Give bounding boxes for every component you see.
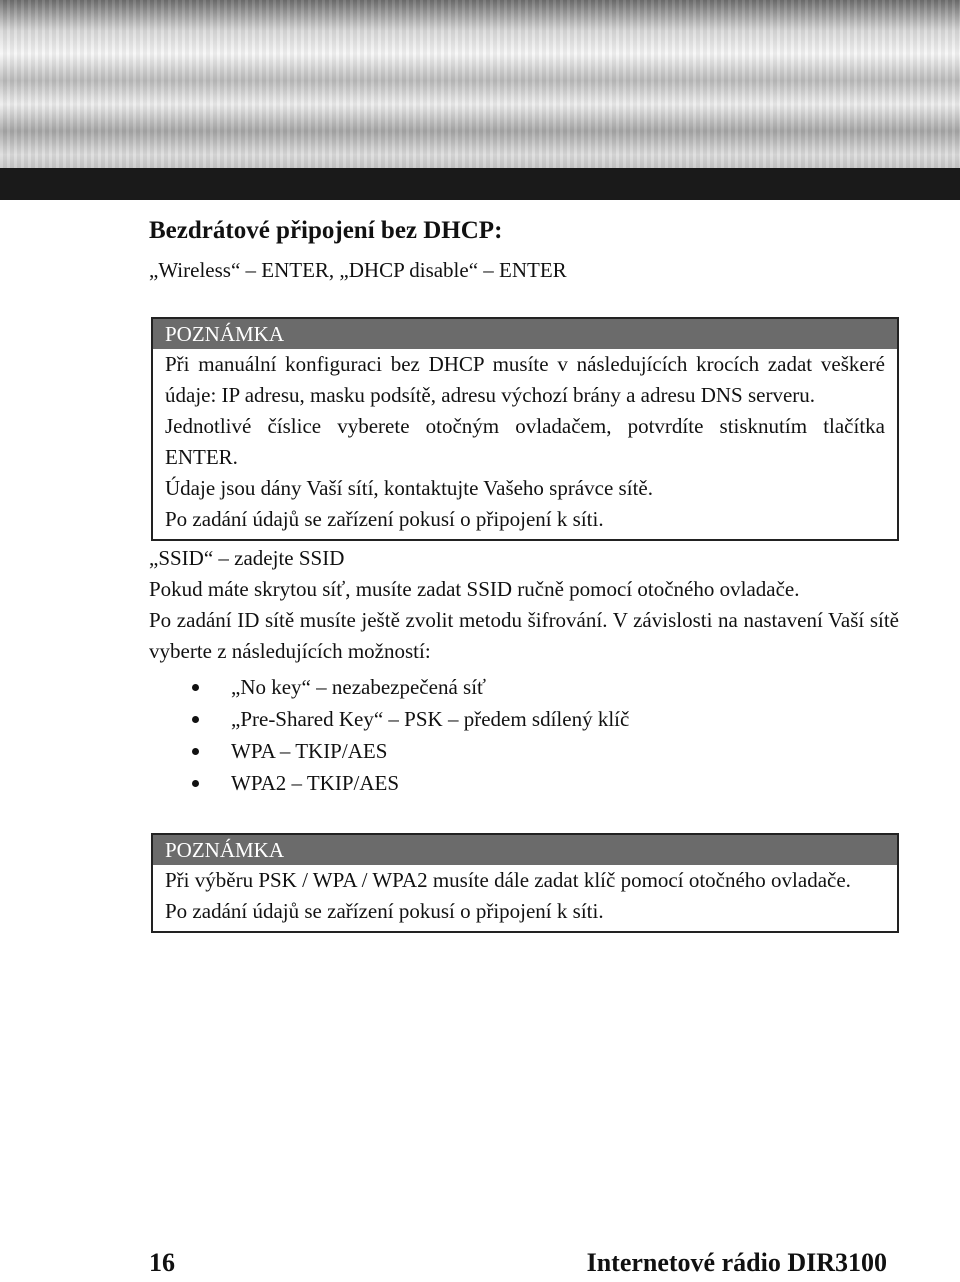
- header-bar: [0, 168, 960, 200]
- option-label: „Pre-Shared Key“ – PSK – předem sdílený klíč: [231, 707, 630, 731]
- ssid-instruction: „SSID“ – zadejte SSID: [149, 546, 345, 570]
- section-instruction: „Wireless“ – ENTER, „DHCP disable“ – ENTER: [149, 258, 567, 282]
- note-paragraph: Při manuální konfiguraci bez DHCP musíte v následujících krocích zadat veškeré údaje: IP adresu, masku podsítě, adresu výchozí brány a adresu DNS serveru.: [165, 352, 885, 407]
- product-name: Internetové rádio DIR3100: [586, 1248, 887, 1277]
- note-paragraph: Jednotlivé číslice vyberete otočným ovladačem, potvrdíte stisknutím tlačítka ENTER.: [165, 414, 885, 469]
- list-item: [149, 703, 899, 735]
- note-paragraph: Při výběru PSK / WPA / WPA2 musíte dále zadat klíč pomocí otočného ovladače.: [165, 868, 851, 892]
- note-box: [151, 833, 899, 933]
- list-item: [149, 671, 899, 703]
- ssid-paragraph: Pokud máte skrytou síť, musíte zadat SSID ručně pomocí otočného ovladače.: [149, 577, 800, 601]
- encryption-options-list: [149, 671, 899, 799]
- note-paragraph: Po zadání údajů se zařízení pokusí o připojení k síti.: [165, 507, 604, 531]
- bullet-icon: [192, 780, 199, 787]
- section-title: Bezdrátové připojení bez DHCP:: [149, 217, 503, 244]
- note-paragraph: Údaje jsou dány Vaší sítí, kontaktujte Vašeho správce sítě.: [165, 476, 653, 500]
- note-heading: POZNÁMKA: [153, 835, 897, 865]
- ssid-paragraph: Po zadání ID sítě musíte ještě zvolit metodu šifrování. V závislosti na nastavení Vaší sítě vyberte z následujících možností:: [149, 608, 899, 663]
- page-footer: [149, 1248, 887, 1282]
- page-number: 16: [149, 1248, 175, 1277]
- option-label: „No key“ – nezabezpečená síť: [231, 675, 486, 699]
- bullet-icon: [192, 716, 199, 723]
- page-content: [149, 214, 899, 933]
- note-heading: POZNÁMKA: [153, 319, 897, 349]
- bullet-icon: [192, 748, 199, 755]
- option-label: WPA – TKIP/AES: [231, 739, 388, 763]
- list-item: [149, 767, 899, 799]
- note-paragraph: Po zadání údajů se zařízení pokusí o připojení k síti.: [165, 899, 604, 923]
- option-label: WPA2 – TKIP/AES: [231, 771, 400, 795]
- list-item: [149, 735, 899, 767]
- note-box: [151, 317, 899, 541]
- bullet-icon: [192, 684, 199, 691]
- header-decoration: [0, 0, 960, 168]
